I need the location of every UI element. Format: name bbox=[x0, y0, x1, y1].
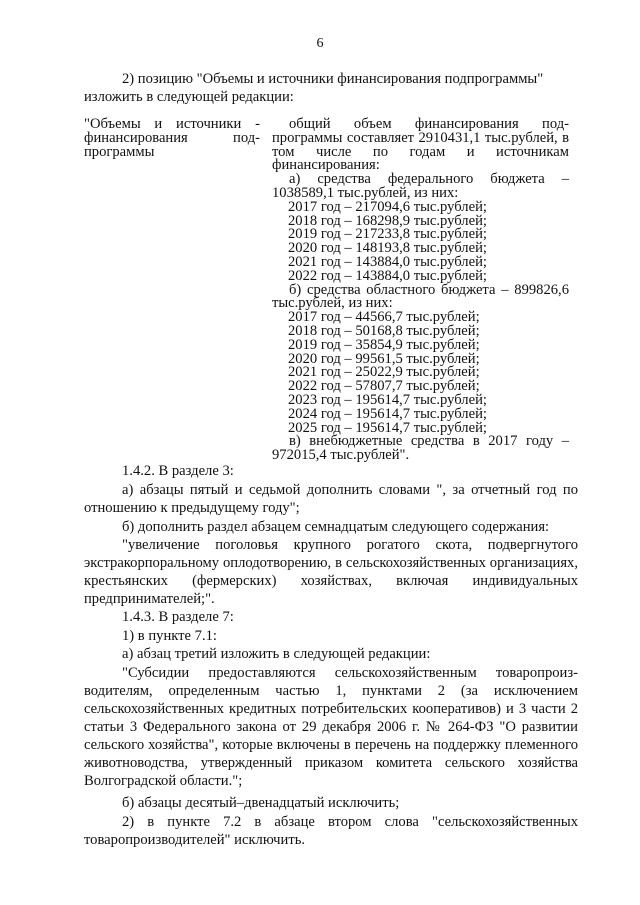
regional-year-item: 2025 год – 195614,7 тыс.рублей; bbox=[288, 419, 487, 436]
regional-year-item: 2019 год – 35854,9 тыс.рублей; bbox=[288, 336, 480, 353]
page-number: 6 bbox=[316, 36, 324, 51]
extrabudgetary-funds: в) внебюджетные средства в 2017 году – 972015,4 тыс.рублей". bbox=[272, 433, 569, 464]
federal-year-item: 2021 год – 143884,0 тыс.рублей; bbox=[288, 253, 487, 270]
section-1-4-2-b: б) дополнить раздел абзацем семнадцатым следующего содержания: bbox=[122, 519, 550, 535]
regional-budget-heading: б) средства областного бюджета – 899826,6 тыс.рублей, из них: bbox=[272, 281, 569, 312]
section-1-4-3-2: 2) в пункте 7.2 в абзаце втором слова "сельскохозяйственных товаропроизводителей" исключить. bbox=[84, 814, 578, 848]
regional-year-item: 2022 год – 57807,7 тыс.рублей; bbox=[288, 378, 480, 395]
regional-year-item: 2017 год – 44566,7 тыс.рублей; bbox=[288, 309, 480, 326]
section-1-4-3-1-a: а) абзац третий изложить в следующей редакции: bbox=[122, 646, 431, 662]
intro-line-2: изложить в следующей редакции: bbox=[84, 89, 294, 105]
section-1-4-2: 1.4.2. В разделе 3: bbox=[122, 463, 234, 479]
regional-years-list bbox=[272, 311, 569, 435]
regional-year-item: 2023 год – 195614,7 тыс.рублей; bbox=[288, 391, 487, 408]
section-1-4-3: 1.4.3. В разделе 7: bbox=[122, 609, 234, 625]
federal-year-item: 2017 год – 217094,6 тыс.рублей; bbox=[288, 198, 487, 215]
federal-year-item: 2020 год – 148193,8 тыс.рублей; bbox=[288, 240, 487, 257]
section-1-4-3-1: 1) в пункте 7.1: bbox=[122, 628, 217, 644]
total-financing: общий объем финансирования под- программы составляет 2910431,1 тыс.рублей, в том числе по годам и источникам финансирования: bbox=[272, 116, 569, 174]
table-right-cell bbox=[272, 118, 569, 463]
table-left-cell: "Объемы и источники - финансирования под- программы bbox=[84, 116, 260, 160]
intro-line-1: 2) позицию "Объемы и источники финансирования подпрограммы" bbox=[122, 71, 544, 87]
quote-subsidies: "Субсидии предоставляются сельскохозяйственным товаропроиз- водителям, определенным частью 1, пунктами 2 (за исключением сельскохозяйственных кредитных потребительских кооперативов) и 3 части 2 статьи 3 Федерального закона от 29 декабря 2006 г. № 264-ФЗ "О развитии сельского хозяйства", которые включены в перечень на поддержку племенного животноводства, утвержденный приказом комитета сельского хозяйства Волгоградской области."; bbox=[84, 665, 578, 789]
quote-cattle: "увеличение поголовья крупного рогатого скота, подвергнутого экстракорпоральному оплодотворению, в сельскохозяйственных организациях, крестьянских (фермерских) хозяйствах, включая индивидуальных предпринимателей;". bbox=[84, 537, 578, 607]
regional-year-item: 2021 год – 25022,9 тыс.рублей; bbox=[288, 364, 480, 381]
federal-year-item: 2018 год – 168298,9 тыс.рублей; bbox=[288, 212, 487, 229]
regional-year-item: 2020 год – 99561,5 тыс.рублей; bbox=[288, 350, 480, 367]
regional-year-item: 2024 год – 195614,7 тыс.рублей; bbox=[288, 405, 487, 422]
federal-budget-heading: а) средства федерального бюджета – 1038589,1 тыс.рублей, из них: bbox=[272, 171, 569, 201]
regional-year-item: 2018 год – 50168,8 тыс.рублей; bbox=[288, 322, 480, 339]
section-1-4-2-a: а) абзацы пятый и седьмой дополнить словами ", за отчетный год по отношению к предыдущему году"; bbox=[84, 482, 578, 516]
federal-year-item: 2019 год – 217233,8 тыс.рублей; bbox=[288, 226, 487, 243]
section-1-4-3-1-b: б) абзацы десятый–двенадцатый исключить; bbox=[122, 795, 400, 811]
federal-year-item: 2022 год – 143884,0 тыс.рублей; bbox=[288, 267, 487, 284]
federal-years-list bbox=[272, 198, 569, 284]
